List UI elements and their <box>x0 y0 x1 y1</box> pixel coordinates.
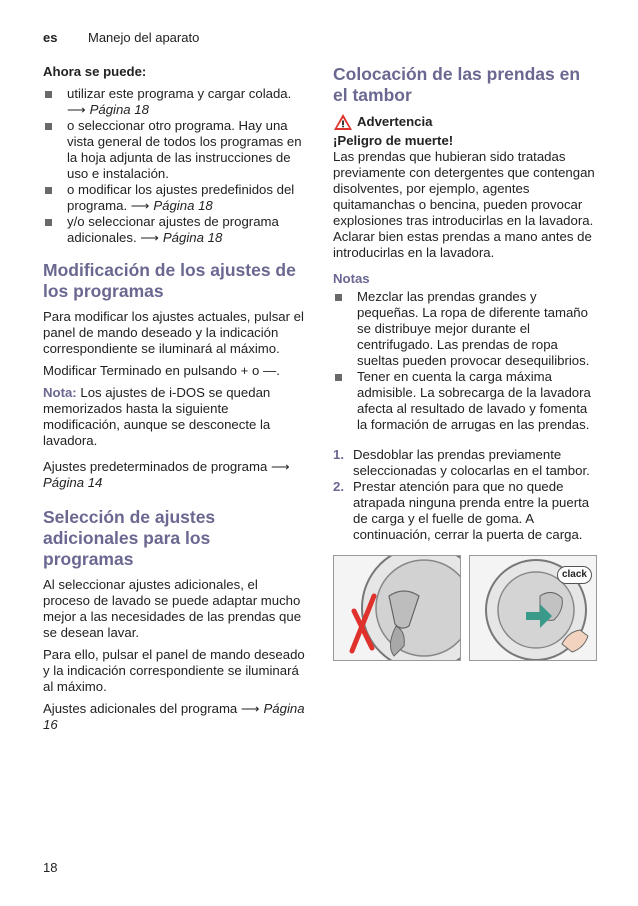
paragraph: Ajustes adicionales del programa ⟶ Página 16 <box>43 701 305 732</box>
list-item: utilizar este programa y cargar colada. ⟶ Página 18 <box>43 86 305 118</box>
section-heading-modify: Modificación de los ajustes de los programas <box>43 260 296 301</box>
clack-label: clack <box>557 566 592 584</box>
steps-list <box>333 447 597 543</box>
paragraph: Para ello, pulsar el panel de mando deseado y la indicación correspondiente se iluminará al máximo. <box>43 647 305 694</box>
page-link[interactable]: Página 18 <box>89 102 149 117</box>
list-item: o seleccionar otro programa. Hay una vista general de todos los programas en la hoja adjunta de las instrucciones de uso e instalación. <box>43 118 305 182</box>
page-link[interactable]: Página 14 <box>43 475 103 490</box>
paragraph: Para modificar los ajustes actuales, pulsar el panel de mando deseado y la indicación correspondiente se iluminará al máximo. <box>43 309 304 356</box>
page-number: 18 <box>43 860 58 875</box>
notes-label: Notas <box>333 271 370 286</box>
section-heading-loading: Colocación de las prendas en el tambor <box>333 64 581 105</box>
list-item: Tener en cuenta la carga máxima admisible. La sobrecarga de la lavadora afecta al resultado de lavado y fomenta la formación de arrugas en las prendas. <box>333 369 597 433</box>
page-header <box>43 30 200 45</box>
wrong-loading-illustration <box>333 555 461 661</box>
left-column <box>43 64 305 739</box>
step-item: 2. Prestar atención para que no quede atrapada ninguna prenda entre la puerta de carga y el fuelle de goma. A continuación, cerrar la puerta de carga. <box>333 479 590 542</box>
note-label: Nota: <box>43 385 77 400</box>
warning-text: Las prendas que hubieran sido tratadas previamente con detergentes que contengan disolventes, por ejemplo, agentes quitamanchas o bencina, pueden provocar explosiones tras introducirlas en la lavadora. Aclarar bien estas prendas a mano antes de introducirlas en la lavadora. <box>333 149 595 260</box>
section-heading-additional: Selección de ajustes adicionales para los programas <box>43 507 216 569</box>
step-item: 1. Desdoblar las prendas previamente seleccionadas y colocarlas en el tambor. <box>333 447 590 478</box>
warning-label: Advertencia <box>357 114 433 129</box>
options-list <box>43 86 305 246</box>
correct-loading-illustration <box>469 555 597 661</box>
list-item: y/o seleccionar ajustes de programa adicionales. ⟶ Página 18 <box>43 214 305 246</box>
page-link[interactable]: Página 18 <box>162 230 223 245</box>
page-link[interactable]: Página 16 <box>43 701 305 732</box>
notes-list <box>333 289 597 433</box>
right-column <box>333 64 597 661</box>
paragraph: Al seleccionar ajustes adicionales, el proceso de lavado se puede adaptar mucho mejor a las necesidades de las prendas que se desean lavar. <box>43 577 302 640</box>
section-title: Manejo del aparato <box>88 30 200 45</box>
page-link[interactable]: Página 18 <box>153 198 213 213</box>
danger-text: ¡Peligro de muerte! <box>333 133 454 148</box>
list-item: Mezclar las prendas grandes y pequeñas. La ropa de diferente tamaño se distribuye mejor durante el centrifugado. Las prendas de ropa sueltas pueden provocar desequilibrios. <box>333 289 597 369</box>
list-item: o modificar los ajustes predefinidos del programa. ⟶ Página 18 <box>43 182 305 214</box>
paragraph: Modificar Terminado en pulsando + o —. <box>43 363 280 378</box>
language-code: es <box>43 30 58 45</box>
note: Nota: Los ajustes de i-DOS se quedan memorizados hasta la siguiente modificación, aunque se desconecte la lavadora. <box>43 385 271 448</box>
warning-triangle-icon <box>333 113 353 131</box>
intro-text: Ahora se puede: <box>43 64 147 79</box>
paragraph: Ajustes predeterminados de programa ⟶ Página 14 <box>43 459 290 490</box>
illustrations <box>333 555 597 661</box>
warning-header <box>333 113 597 131</box>
